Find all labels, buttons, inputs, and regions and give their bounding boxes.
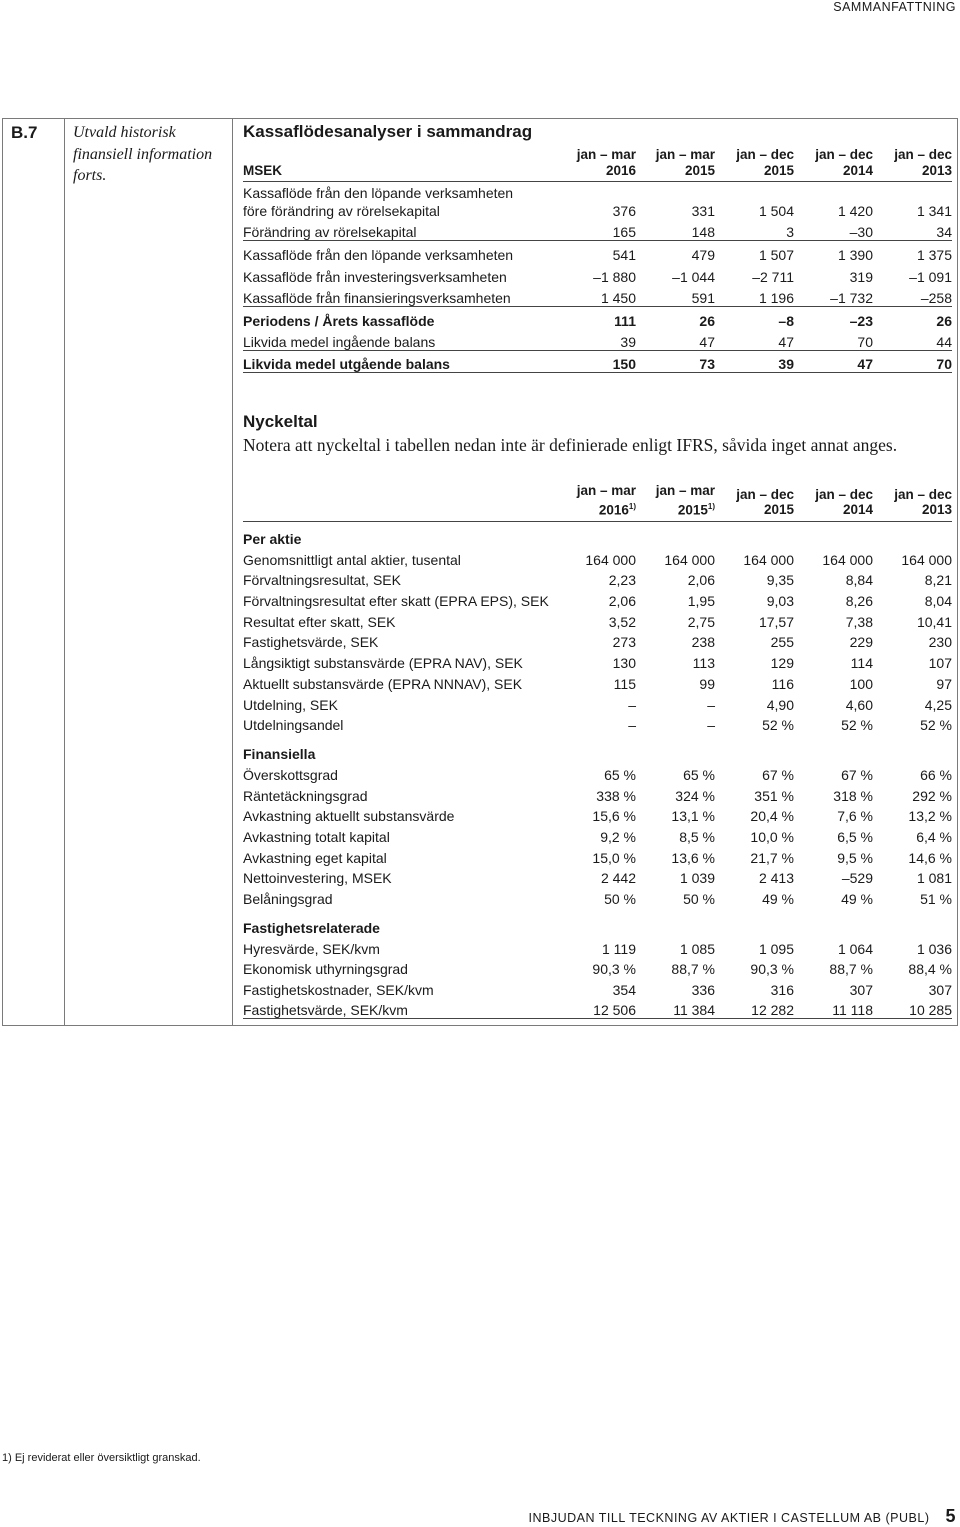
row-label: Förändring av rörelsekapital xyxy=(243,224,417,240)
row-value: 164 000 xyxy=(664,551,715,568)
table-row xyxy=(243,609,952,630)
table-row xyxy=(243,630,952,651)
column-year: 2015 xyxy=(677,502,708,517)
table-row xyxy=(243,241,952,263)
row-value: 13,1 % xyxy=(671,808,715,825)
row-value: 316 xyxy=(770,982,794,999)
row-value: 10,0 % xyxy=(750,828,794,845)
row-value: 130 xyxy=(612,655,636,672)
column-year: 2014 xyxy=(842,162,873,178)
group-heading-row xyxy=(243,733,952,762)
row-value: 12 506 xyxy=(557,998,636,1019)
group-heading: Per aktie xyxy=(243,531,302,547)
row-value: 113 xyxy=(692,655,715,672)
row-value: 351 % xyxy=(754,787,794,804)
keyfigures-title: Nyckeltal xyxy=(243,412,318,431)
row-value: 318 % xyxy=(833,787,873,804)
row-value: 479 xyxy=(636,241,715,263)
row-value: 591 xyxy=(691,290,715,306)
table-row xyxy=(243,650,952,671)
row-value: 88,7 % xyxy=(829,961,873,978)
row-value: 115 xyxy=(613,675,636,692)
row-value: 14,6 % xyxy=(908,849,952,866)
table-row xyxy=(243,845,952,866)
row-value: 2,06 xyxy=(687,572,715,589)
item-code: B.7 xyxy=(11,123,38,142)
table-row xyxy=(243,762,952,783)
table-row xyxy=(243,824,952,845)
row-value: –1 732 xyxy=(830,290,873,306)
row-value: 129 xyxy=(770,655,794,672)
row-value: 9,35 xyxy=(766,572,794,589)
row-value: –529 xyxy=(841,870,873,887)
row-label: Avkastning eget kapital xyxy=(243,849,387,866)
group-heading-row xyxy=(243,907,952,936)
table-row xyxy=(243,219,952,241)
row-value: 1 095 xyxy=(758,940,794,957)
row-label: Likvida medel utgående balans xyxy=(243,351,557,373)
table-row xyxy=(243,998,952,1019)
row-label: Kassaflöde från investeringsverksamheten xyxy=(243,268,507,285)
row-value: 8,04 xyxy=(924,593,952,610)
row-value: 70 xyxy=(873,351,952,373)
row-value: 1 039 xyxy=(679,870,715,887)
row-value: –8 xyxy=(715,307,794,329)
column-year: 2016 xyxy=(605,162,636,178)
column-year: 2016 xyxy=(598,502,629,517)
row-value: 1 036 xyxy=(916,940,952,957)
footnote-marker: 1) xyxy=(707,501,715,511)
row-value: 1 450 xyxy=(600,290,636,306)
row-label: Förvaltningsresultat efter skatt (EPRA EPS), SEK xyxy=(243,593,549,610)
row-value: 2 413 xyxy=(758,870,794,887)
row-value: 26 xyxy=(873,307,952,329)
row-value xyxy=(557,182,636,201)
row-value: 97 xyxy=(936,675,952,692)
row-value: 164 000 xyxy=(901,551,952,568)
row-value: 319 xyxy=(849,268,873,285)
row-value: 307 xyxy=(849,982,873,999)
row-label: Utdelningsandel xyxy=(243,717,344,734)
row-value: 49 % xyxy=(841,891,873,907)
row-value: –1 880 xyxy=(593,268,636,285)
table-row xyxy=(243,351,952,373)
group-heading: Fastighetsrelaterade xyxy=(243,920,380,936)
row-value: 255 xyxy=(770,634,794,651)
footnote-marker: 1) xyxy=(628,501,636,511)
table-header-row xyxy=(243,147,952,182)
row-label: Ekonomisk uthyrningsgrad xyxy=(243,961,408,978)
row-value: 73 xyxy=(636,351,715,373)
row-value: – xyxy=(707,696,715,713)
row-value: 9,2 % xyxy=(600,828,636,845)
row-value: 34 xyxy=(936,224,952,240)
row-label: Utdelning, SEK xyxy=(243,696,338,713)
row-value: 90,3 % xyxy=(750,961,794,978)
row-value: 7,6 % xyxy=(837,808,873,825)
row-value: 1 390 xyxy=(794,241,873,263)
row-value: 11 384 xyxy=(636,998,715,1019)
row-value: 12 282 xyxy=(715,998,794,1019)
table-row xyxy=(243,285,952,307)
row-value: 6,5 % xyxy=(837,828,873,845)
row-value: 150 xyxy=(557,351,636,373)
row-value: 10 285 xyxy=(873,998,952,1019)
row-value: 88,7 % xyxy=(671,961,715,978)
row-value: 229 xyxy=(849,634,873,651)
row-label: Kassaflöde från den löpande verksamheten xyxy=(243,241,557,263)
row-value xyxy=(873,182,952,201)
row-label: Räntetäckningsgrad xyxy=(243,787,368,804)
row-value: 65 % xyxy=(683,766,715,783)
row-value: 9,03 xyxy=(766,593,794,610)
row-value: 1 085 xyxy=(679,940,715,957)
row-value: – xyxy=(628,717,636,734)
column-year-line xyxy=(557,499,636,518)
table-row xyxy=(243,866,952,887)
row-value: 26 xyxy=(636,307,715,329)
column-divider xyxy=(64,119,65,1025)
footnote: 1) Ej reviderat eller översiktligt granskad. xyxy=(2,1452,201,1464)
keyfigures-table xyxy=(243,483,952,1019)
column-period: jan – dec xyxy=(736,486,794,502)
column-year-line xyxy=(636,499,715,518)
page-number: 5 xyxy=(945,1506,956,1526)
row-value: 100 xyxy=(849,675,873,692)
footer-text: INBJUDAN TILL TECKNING AV AKTIER I CASTELLUM AB (PUBL) xyxy=(528,1511,930,1525)
column-header xyxy=(557,483,636,521)
table-row xyxy=(243,886,952,907)
row-value: 2,23 xyxy=(608,572,636,589)
row-value: 65 % xyxy=(604,766,636,783)
row-value: 7,38 xyxy=(845,613,873,630)
row-value: 39 xyxy=(620,334,636,350)
table-row xyxy=(243,713,952,734)
column-year-line xyxy=(715,502,794,518)
table-row xyxy=(243,307,952,329)
table-row xyxy=(243,804,952,825)
item-content xyxy=(243,119,952,1025)
group-heading-row xyxy=(243,521,952,547)
row-value: 354 xyxy=(612,982,636,999)
row-value: 238 xyxy=(691,634,715,651)
cashflow-title: Kassaflödesanalyser i sammandrag xyxy=(243,122,533,141)
row-value: 20,4 % xyxy=(750,808,794,825)
item-frame xyxy=(2,118,958,1026)
row-value: 52 % xyxy=(841,717,873,734)
row-value: – xyxy=(707,717,715,734)
row-label: före förändring av rörelsekapital xyxy=(243,202,440,219)
row-value: 88,4 % xyxy=(908,961,952,978)
row-value: 1 081 xyxy=(916,870,952,887)
column-period: jan – dec xyxy=(815,147,873,162)
row-value: –30 xyxy=(849,224,873,240)
cashflow-table xyxy=(243,147,952,373)
column-period: jan – mar xyxy=(576,147,636,162)
row-value: 111 xyxy=(557,307,636,329)
item-intro: Utvald historisk finansiell information forts. xyxy=(73,124,213,184)
row-value: 164 000 xyxy=(743,551,794,568)
column-header xyxy=(873,483,952,521)
column-year: 2013 xyxy=(921,502,952,517)
row-value: 8,84 xyxy=(845,572,873,589)
row-value: 3 xyxy=(786,224,794,240)
row-value: 1,95 xyxy=(687,593,715,610)
row-label: Resultat efter skatt, SEK xyxy=(243,613,396,630)
running-header: SAMMANFATTNING xyxy=(833,0,956,14)
row-value: –23 xyxy=(794,307,873,329)
row-value: 50 % xyxy=(604,891,636,907)
row-value xyxy=(794,182,873,201)
row-value: 3,52 xyxy=(608,613,636,630)
row-value: 331 xyxy=(691,202,715,219)
row-value: 17,57 xyxy=(758,613,794,630)
row-value: 6,4 % xyxy=(916,828,952,845)
row-value: 2,06 xyxy=(608,593,636,610)
table-row xyxy=(243,201,952,219)
row-value: 90,3 % xyxy=(592,961,636,978)
row-value: 21,7 % xyxy=(750,849,794,866)
column-divider xyxy=(232,119,233,1025)
table-row xyxy=(243,588,952,609)
column-period: jan – dec xyxy=(894,147,952,162)
table-row xyxy=(243,957,952,978)
row-value: 541 xyxy=(557,241,636,263)
row-value: 1 420 xyxy=(837,202,873,219)
row-value: 1 064 xyxy=(837,940,873,957)
row-value: 1 196 xyxy=(758,290,794,306)
column-period: jan – mar xyxy=(655,147,715,162)
table-header-row xyxy=(243,483,952,521)
row-value: 9,5 % xyxy=(837,849,873,866)
keyfigures-note: Notera att nyckeltal i tabellen nedan inte är definierade enligt IFRS, såvida inget annat anges. xyxy=(243,435,898,455)
column-year-line xyxy=(794,502,873,518)
row-value: 67 % xyxy=(841,766,873,783)
row-label: Fastighetsvärde, SEK/kvm xyxy=(243,998,557,1019)
row-value xyxy=(715,182,794,201)
column-year: 2015 xyxy=(763,162,794,178)
table-row xyxy=(243,547,952,568)
row-label: Likvida medel ingående balans xyxy=(243,334,436,350)
column-year: 2015 xyxy=(763,502,794,517)
row-value: 164 000 xyxy=(822,551,873,568)
table-row xyxy=(243,692,952,713)
column-header xyxy=(557,147,636,182)
row-value: –1 044 xyxy=(672,268,715,285)
row-value: 292 % xyxy=(912,787,952,804)
row-value: 1 507 xyxy=(715,241,794,263)
row-value: 1 504 xyxy=(758,202,794,219)
row-value: 8,5 % xyxy=(679,828,715,845)
row-label: Belåningsgrad xyxy=(243,891,333,907)
row-value: 4,90 xyxy=(766,696,794,713)
row-value: –2 711 xyxy=(752,268,794,285)
column-header xyxy=(636,483,715,521)
column-year: 2014 xyxy=(842,502,873,517)
row-value: 1 119 xyxy=(602,940,636,957)
column-year-line xyxy=(873,502,952,518)
row-value: 70 xyxy=(857,334,873,350)
row-value: 230 xyxy=(928,634,952,651)
row-value: 50 % xyxy=(683,891,715,907)
table-row xyxy=(243,671,952,692)
column-year: 2013 xyxy=(921,162,952,178)
row-value: 107 xyxy=(928,655,952,672)
row-value: 1 341 xyxy=(916,202,952,219)
table-row xyxy=(243,936,952,957)
table-row xyxy=(243,783,952,804)
row-label: Kassaflöde från den löpande verksamheten xyxy=(243,184,514,201)
row-label: Förvaltningsresultat, SEK xyxy=(243,572,401,589)
header-spacer xyxy=(243,483,557,521)
group-heading: Finansiella xyxy=(243,746,316,763)
table-row xyxy=(243,977,952,998)
row-value: 15,0 % xyxy=(592,849,636,866)
row-label: Fastighetsvärde, SEK xyxy=(243,634,379,651)
column-header xyxy=(715,483,794,521)
row-label: Långsiktigt substansvärde (EPRA NAV), SEK xyxy=(243,655,523,672)
row-value: 13,2 % xyxy=(908,808,952,825)
row-value: 273 xyxy=(612,634,636,651)
column-header xyxy=(794,483,873,521)
row-value: 164 000 xyxy=(585,551,636,568)
row-value: 1 375 xyxy=(873,241,952,263)
row-value: 8,21 xyxy=(924,572,952,589)
row-value: 66 % xyxy=(920,766,952,783)
column-period: jan – dec xyxy=(894,486,952,502)
row-value: 376 xyxy=(612,202,636,219)
row-value: 307 xyxy=(928,982,952,999)
row-value: 99 xyxy=(699,675,715,692)
column-period: jan – mar xyxy=(576,483,636,498)
column-period: jan – dec xyxy=(736,147,794,162)
column-header xyxy=(636,147,715,182)
row-value: 52 % xyxy=(920,717,952,734)
row-value: 13,6 % xyxy=(671,849,715,866)
table-row xyxy=(243,568,952,589)
row-value: 8,26 xyxy=(845,593,873,610)
row-value: 47 xyxy=(794,351,873,373)
row-value: 165 xyxy=(612,224,636,240)
row-value: 47 xyxy=(699,334,715,350)
row-label: Aktuellt substansvärde (EPRA NNNAV), SEK xyxy=(243,675,523,692)
row-value: 2 442 xyxy=(600,870,636,887)
row-value: 4,60 xyxy=(845,696,873,713)
row-value: 336 xyxy=(691,982,715,999)
column-header xyxy=(715,147,794,182)
row-value: 52 % xyxy=(762,717,794,734)
row-value: 49 % xyxy=(762,891,794,907)
row-value: – xyxy=(628,696,636,713)
row-value: 47 xyxy=(778,334,794,350)
row-label: Avkastning totalt kapital xyxy=(243,828,390,845)
unit-label: MSEK xyxy=(243,147,557,182)
column-period: jan – mar xyxy=(655,483,715,498)
row-label: Periodens / Årets kassaflöde xyxy=(243,307,557,329)
row-value: 51 % xyxy=(920,891,952,907)
column-period: jan – dec xyxy=(815,486,873,502)
row-value: 338 % xyxy=(596,787,636,804)
row-value xyxy=(636,182,715,201)
row-value: 116 xyxy=(771,675,794,692)
row-value: –258 xyxy=(920,290,952,306)
row-value: 4,25 xyxy=(924,696,952,713)
row-value: 148 xyxy=(691,224,715,240)
row-value: 114 xyxy=(850,655,873,672)
row-label: Kassaflöde från finansieringsverksamheten xyxy=(243,290,511,306)
table-row xyxy=(243,263,952,285)
row-value: 324 % xyxy=(675,787,715,804)
column-header xyxy=(873,147,952,182)
row-value: –1 091 xyxy=(909,268,952,285)
row-value: 67 % xyxy=(762,766,794,783)
row-value: 15,6 % xyxy=(592,808,636,825)
row-value: 10,41 xyxy=(916,613,952,630)
row-label: Överskottsgrad xyxy=(243,766,338,783)
row-label: Fastighetskostnader, SEK/kvm xyxy=(243,982,434,999)
row-value: 44 xyxy=(936,334,952,350)
row-value: 2,75 xyxy=(687,613,715,630)
row-value: 11 118 xyxy=(794,998,873,1019)
row-label: Genomsnittligt antal aktier, tusental xyxy=(243,551,461,568)
row-label: Hyresvärde, SEK/kvm xyxy=(243,940,380,957)
table-row xyxy=(243,329,952,351)
row-label: Nettoinvestering, MSEK xyxy=(243,870,392,887)
row-value: 39 xyxy=(715,351,794,373)
column-header xyxy=(794,147,873,182)
table-row xyxy=(243,182,952,201)
column-year: 2015 xyxy=(684,162,715,178)
row-label: Avkastning aktuellt substansvärde xyxy=(243,808,455,825)
